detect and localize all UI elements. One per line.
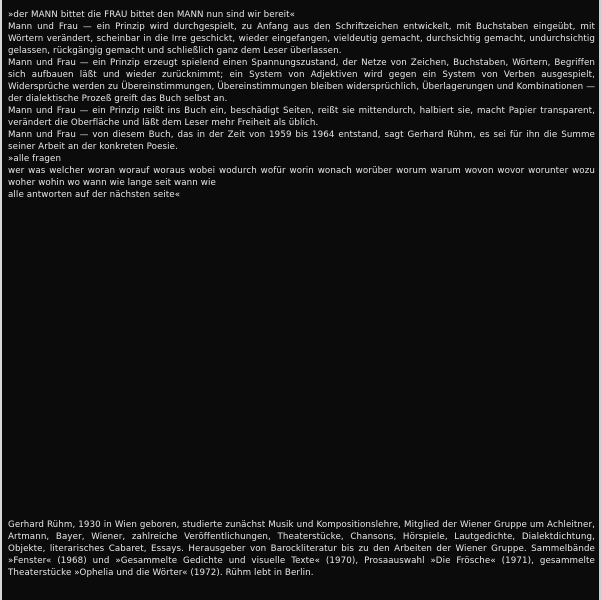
paragraph-1: Mann und Frau — ein Prinzip wird durchgespielt, zu Anfang aus den Schriftzeichen entwickelt, mit Buchstaben eingeübt, mit Wörtern verändert, scheinbar in die Irre geschickt, wieder eingefangen, vieldeutig gemacht, durchsichtig gemacht, undurchsichtig gelassen, rückgängig gemacht und schließlich ganz dem Leser überlassen. bbox=[8, 22, 595, 56]
paragraph-3: Mann und Frau — ein Prinzip reißt ins Buch ein, beschädigt Seiten, reißt sie mittendurch, halbiert sie, macht Papier transparent, verändert die Oberfläche und läßt dem Leser mehr Freiheit als üblich. bbox=[8, 106, 595, 128]
title-line: »der MANN bittet die FRAU bittet den MANN nun sind wir bereit« bbox=[8, 10, 296, 20]
author-bio-text: Gerhard Rühm, 1930 in Wien geboren, studierte zunächst Musik und Kompositionslehre, Mitglied der Wiener Gruppe um Achleitner, Artmann, Bayer, Wiener, zahlreiche Veröffentlichungen, Theaterstücke, Chansons, Hörspiele, Lautgedichte, Dialektdichtung, Objekte, literarisches Cabaret, Essays. Herausgeber von Barockliteratur bis zu den Arbeiten der Wiener Gruppe. Sammelbände »Fenster« (1968) und »Gesammelte Gedichte und visuelle Texte« (1970), Prosaauswahl »Die Frösche« (1971), gesammelte Theaterstücke »Ophelia und die Wörter« (1972). Rühm lebt in Berlin. bbox=[8, 520, 595, 578]
quote-end: alle antworten auf der nächsten seite« bbox=[8, 190, 181, 200]
left-edge-border bbox=[0, 0, 2, 600]
paragraph-4: Mann und Frau — von diesem Buch, das in der Zeit von 1959 bis 1964 entstand, sagt Gerhard Rühm, es sei für ihn die Summe seiner Arbeit an der konkreten Poesie. bbox=[8, 130, 595, 152]
author-bio-block bbox=[8, 519, 595, 579]
paragraph-2: Mann und Frau — ein Prinzip erzeugt spielend einen Spannungszustand, der Netze von Zeichen, Buchstaben, Wörtern, Begriffen sich aufbauen läßt und wieder zurücknimmt; ein System von Adjektiven wird gegen ein System von Verben ausgespielt, Widersprüche werden zu Übereinstimmungen, Übereinstimmungen bleiben widersprüchlich, Überlagerungen und Kombinationen — der dialektische Prozeß greift das Buch selbst an. bbox=[8, 58, 595, 104]
quote-questions: wer was welcher woran worauf woraus wobei wodurch wofür worin wonach worüber worum warum wovon wovor worunter wozu woher wohin wo wann wie lange seit wann wie bbox=[8, 166, 595, 188]
blurb-text-block bbox=[8, 9, 595, 201]
quote-start: »alle fragen bbox=[8, 154, 62, 164]
